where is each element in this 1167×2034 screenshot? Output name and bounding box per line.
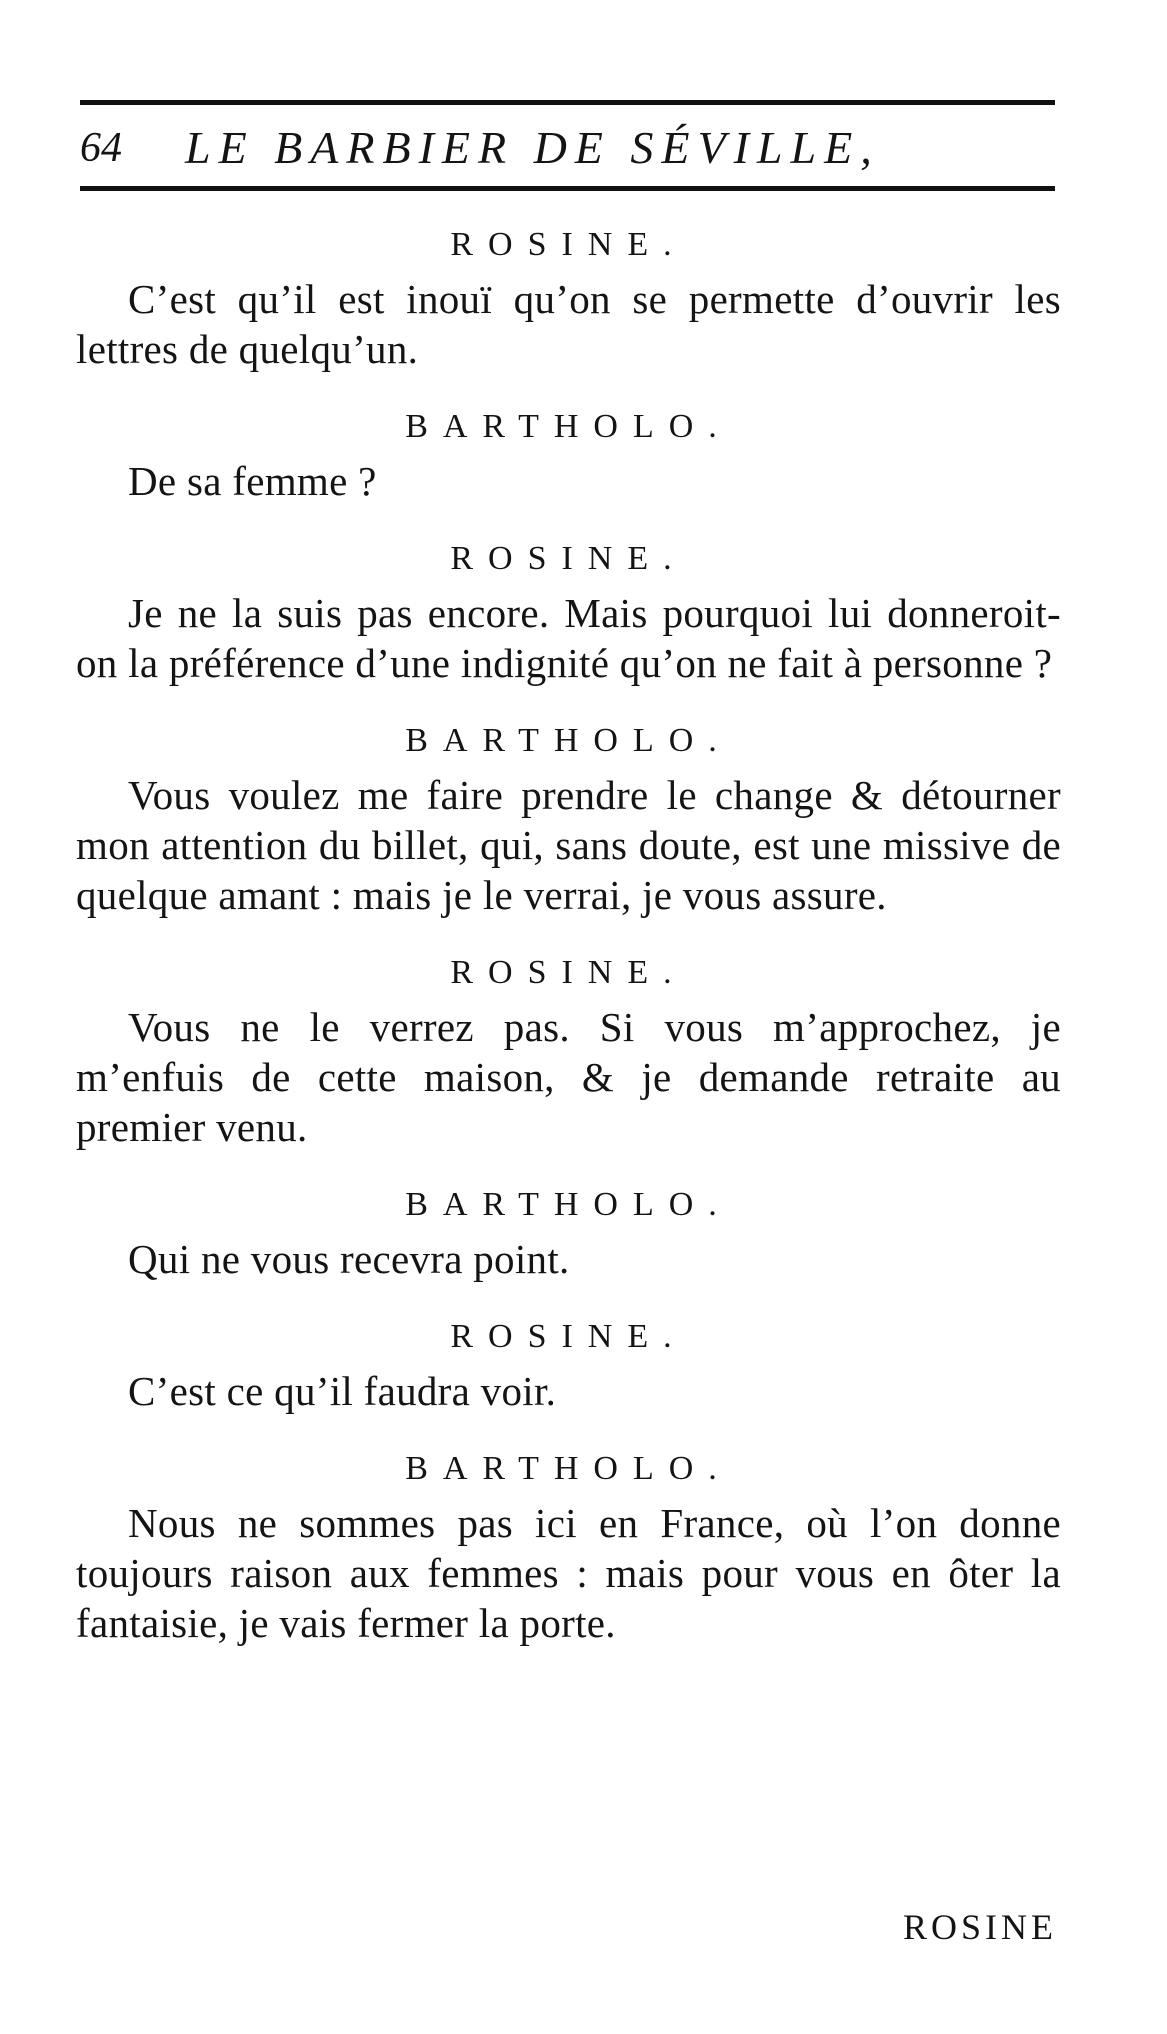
speaker-name: BARTHOLO. (405, 1186, 732, 1223)
speaker-name: ROSINE. (450, 954, 687, 991)
speech-line: Je ne la suis pas encore. Mais pourquoi lui donneroit-on la préférence d’une indignité qu’on ne fait à personne ? (76, 590, 1061, 686)
header-rule-bottom (80, 186, 1055, 191)
speaker-name: BARTHOLO. (405, 1450, 732, 1487)
speech-line: C’est qu’il est inouï qu’on se permette d’ouvrir les lettres de quelqu’un. (76, 276, 1061, 372)
speaker-name: ROSINE. (450, 540, 687, 577)
running-title: LE BARBIER DE SÉVILLE, (185, 122, 880, 173)
speech-line: C’est ce qu’il faudra voir. (128, 1368, 557, 1414)
catchword: ROSINE (902, 1907, 1057, 1947)
speech-line: Qui ne vous recevra point. (128, 1236, 570, 1282)
speech-line: De sa femme ? (128, 458, 377, 504)
header-rule-top (80, 100, 1055, 105)
speaker-name: BARTHOLO. (405, 408, 732, 445)
page-number: 64 (80, 125, 122, 171)
speech-line: Nous ne sommes pas ici en France, où l’on donne toujours raison aux femmes : mais pour vous en ôter la fantaisie, je vais fermer la porte. (76, 1500, 1061, 1646)
speech-line: Vous voulez me faire prendre le change & détourner mon attention du billet, qui, sans doute, est une missive de quelque amant : mais je le verrai, je vous assure. (76, 772, 1061, 918)
speech-line: Vous ne le verrez pas. Si vous m’approchez, je m’enfuis de cette maison, & je demande retraite au premier venu. (76, 1004, 1061, 1150)
running-header (80, 116, 1055, 180)
speaker-name: ROSINE. (450, 226, 687, 263)
dialogue-body (76, 216, 1061, 1668)
speaker-name: BARTHOLO. (405, 722, 732, 759)
speaker-name: ROSINE. (450, 1318, 687, 1355)
